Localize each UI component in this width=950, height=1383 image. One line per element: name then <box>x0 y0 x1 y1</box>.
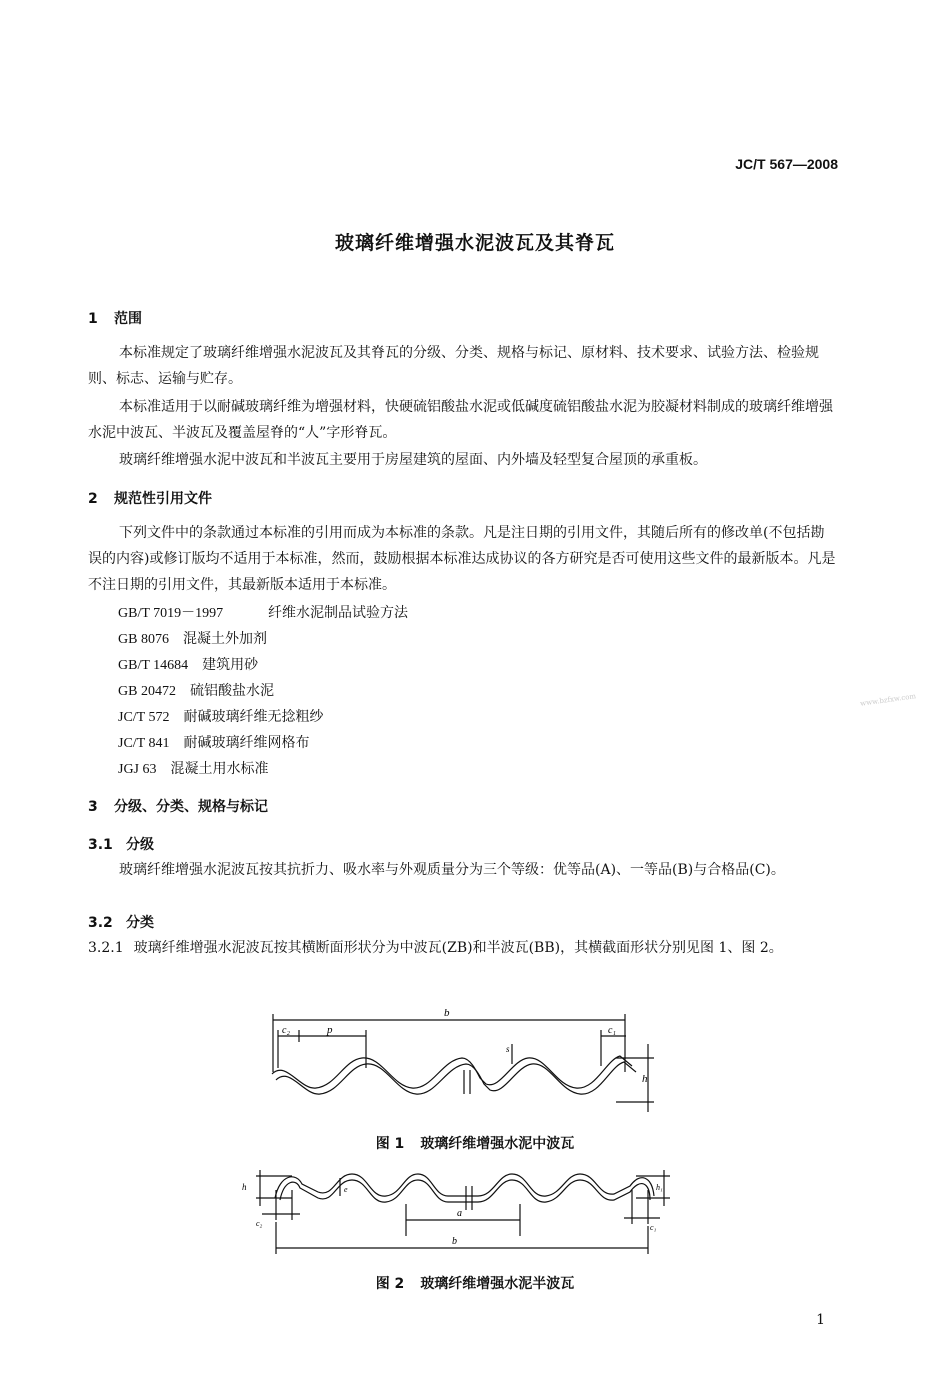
section-3-heading: 3 分级、分类、规格与标记 <box>88 799 268 815</box>
document-title: 玻璃纤维增强水泥波瓦及其脊瓦 <box>334 232 615 254</box>
reference-item: GB 8076 混凝土外加剂 <box>118 631 267 647</box>
figure-2-caption: 图 2 玻璃纤维增强水泥半波瓦 <box>375 1276 575 1292</box>
section-1-heading: 1 范围 <box>88 311 142 327</box>
watermark: www.bzfxw.com <box>859 692 917 708</box>
label-h: h <box>242 1182 247 1192</box>
page-number: 1 <box>816 1312 825 1328</box>
reference-item: JGJ 63 混凝土用水标准 <box>118 761 269 777</box>
section-1-paragraph-2: 本标准适用于以耐碱玻璃纤维为增强材料，快硬硫铝酸盐水泥或低碱度硫铝酸盐水泥为胶凝材料制成的玻璃纤维增强水泥中波瓦、半波瓦及覆盖屋脊的“人”字形脊瓦。 <box>88 399 833 441</box>
reference-item: GB/T 7019－1997 纤维水泥制品试验方法 <box>118 605 408 621</box>
label-e: e <box>344 1185 348 1194</box>
label-c2: c₂ <box>282 1025 290 1036</box>
reference-item: GB 20472 硫铝酸盐水泥 <box>118 683 274 699</box>
section-3-1-heading: 3.1 分级 <box>88 837 154 853</box>
section-2-paragraph: 下列文件中的条款通过本标准的引用而成为本标准的条款。凡是注日期的引用文件，其随后所有的修改单(不包括勘误的内容)或修订版均不适用于本标准，然而，鼓励根据本标准达成协议的各方研究是否可使用这些文件的最新版本。凡是不注日期的引用文件，其最新版本适用于本标准。 <box>88 525 836 593</box>
label-b: b <box>452 1236 457 1247</box>
label-c1: c₁ <box>650 1223 657 1232</box>
section-3-2-1-paragraph: 3.2.1 玻璃纤维增强水泥波瓦按其横断面形状分为中波瓦(ZB)和半波瓦(BB)，其横截面形状分别见图 1、图 2。 <box>88 940 783 956</box>
label-c2: c₂ <box>256 1219 263 1228</box>
label-s: s <box>506 1044 510 1054</box>
standard-code: JC/T 567—2008 <box>735 156 838 172</box>
figure-2-drawing <box>0 1160 950 1260</box>
section-2-heading: 2 规范性引用文件 <box>88 491 212 507</box>
label-h1: h₁ <box>656 1183 663 1192</box>
section-3-1-paragraph: 玻璃纤维增强水泥波瓦按其抗折力、吸水率与外观质量分为三个等级：优等品(A)、一等品(B)与合格品(C)。 <box>119 862 785 878</box>
reference-item: JC/T 572 耐碱玻璃纤维无捻粗纱 <box>118 709 324 725</box>
label-h: h <box>642 1073 648 1085</box>
section-1-paragraph-1: 本标准规定了玻璃纤维增强水泥波瓦及其脊瓦的分级、分类、规格与标记、原材料、技术要求、试验方法、检验规则、标志、运输与贮存。 <box>88 345 819 387</box>
section-3-2-heading: 3.2 分类 <box>88 915 154 931</box>
figure-1-drawing <box>0 1000 950 1120</box>
figure-1-caption: 图 1 玻璃纤维增强水泥中波瓦 <box>375 1136 575 1152</box>
label-c1: c₁ <box>608 1025 616 1036</box>
label-a: a <box>457 1208 462 1219</box>
reference-item: GB/T 14684 建筑用砂 <box>118 657 259 673</box>
reference-item: JC/T 841 耐碱玻璃纤维网格布 <box>118 735 310 751</box>
label-p: p <box>327 1024 333 1036</box>
section-1-paragraph-3: 玻璃纤维增强水泥中波瓦和半波瓦主要用于房屋建筑的屋面、内外墙及轻型复合屋顶的承重板。 <box>119 452 707 468</box>
label-b: b <box>444 1007 450 1019</box>
